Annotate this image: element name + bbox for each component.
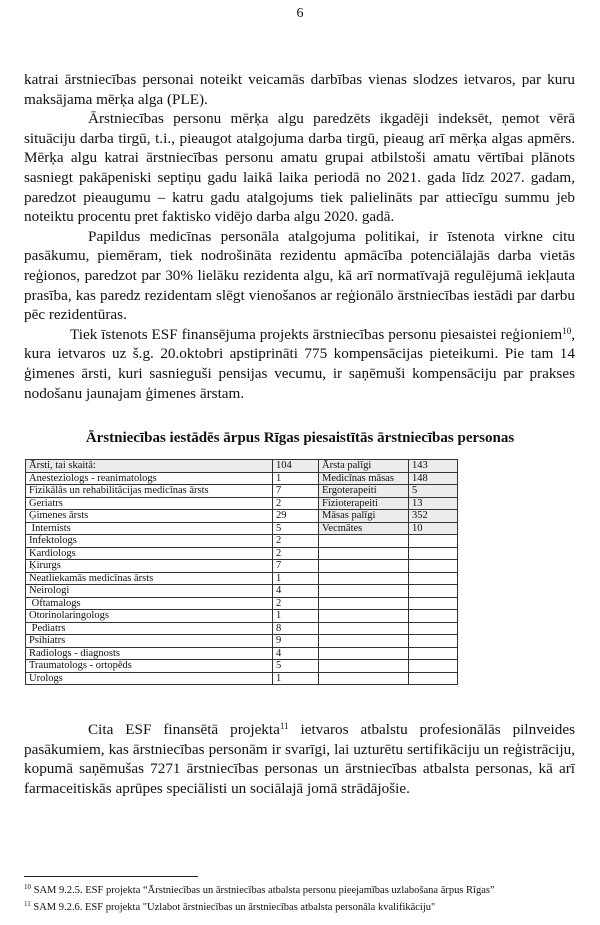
support-staff-label: Māsas palīgi [319, 510, 409, 523]
support-staff-label: Ergoterapeiti [319, 485, 409, 498]
table-row [26, 497, 458, 510]
staff-label: Neirologi [26, 585, 273, 598]
footnote-ref[interactable]: 11 [279, 721, 289, 731]
staff-count: 2 [273, 597, 319, 610]
table-row [26, 672, 458, 685]
table-row [26, 460, 458, 473]
staff-count: 1 [273, 672, 319, 685]
staff-count: 2 [273, 497, 319, 510]
staff-count: 5 [273, 660, 319, 673]
body-text-top [24, 70, 575, 403]
support-staff-count [409, 560, 458, 573]
support-staff-label: Ārsta palīgi [319, 460, 409, 473]
staff-label: Kardiologs [26, 547, 273, 560]
staff-label: Fizikālās un rehabilitācijas medicīnas ārsts [26, 485, 273, 498]
support-staff-count [409, 635, 458, 648]
support-staff-label: Medicīnas māsas [319, 472, 409, 485]
support-staff-count [409, 647, 458, 660]
staff-label: Psihiatrs [26, 635, 273, 648]
staff-label: Oftamalogs [26, 597, 273, 610]
table-row [26, 560, 458, 573]
staff-count: 7 [273, 560, 319, 573]
support-staff-count [409, 660, 458, 673]
table-row [26, 610, 458, 623]
paragraph: Papildus medicīnas personāla atalgojuma politikai, ir īstenota virkne citu pasākumu, piemēram, tiek nodrošināta rezidentu apmācība potenciālajās darba vietās reģionos, paredzot par 30% lielāku rezidenta algu, kā arī normatīvajā regulējumā iekļauta prasība, kas paredz rezidentam slēgt vienošanos ar reģionālo ārstniecības iestādi par darbu pēc rezidentūras. [24, 227, 575, 324]
paragraph: katrai ārstniecības personai noteikt veicamās darbības vienas slodzes ietvaros, par kuru maksājama mērķa alga (PLE). [24, 71, 575, 108]
footnote-number: 10 [24, 883, 31, 891]
support-staff-count: 352 [409, 510, 458, 523]
staff-label: Ķirurgs [26, 560, 273, 573]
staff-table [25, 459, 458, 685]
staff-label: Infektologs [26, 535, 273, 548]
support-staff-label [319, 610, 409, 623]
support-staff-count [409, 572, 458, 585]
footnote-text: SAM 9.2.6. ESF projekta "Uzlabot ārstniecības un ārstniecības atbalsta personāla kvalifikāciju" [30, 902, 436, 913]
table-row [26, 647, 458, 660]
table-row [26, 585, 458, 598]
support-staff-count [409, 547, 458, 560]
paragraph: Ārstniecības personu mērķa algu paredzēts ikgadēji indeksēt, ņemot vērā situāciju darba tirgū, t.i., pieaugot atalgojuma darba tirgū, pieaug arī mērķa algas apmērs. Mērķa algu katrai ārstniecības personu amatu grupai atbilstoši amatu vērtībai plānots sasniegt pakāpeniski septiņu gadu laikā laika periodā no 2021. gada līdz 2027. gadam, paredzot pieaugumu – katru gadu atalgojums tiek palielināts par attiecīgu summu jeb noteiktu procentu pret faktisko vidējo darba algu 2020. gadā. [24, 110, 575, 226]
paragraph [24, 720, 575, 798]
support-staff-label [319, 622, 409, 635]
staff-count: 104 [273, 460, 319, 473]
footnotes [24, 882, 584, 916]
support-staff-label [319, 560, 409, 573]
table-row [26, 660, 458, 673]
table-row [26, 622, 458, 635]
table-row [26, 522, 458, 535]
support-staff-count: 5 [409, 485, 458, 498]
staff-count: 29 [273, 510, 319, 523]
paragraph-text: ietvaros atbalstu profesionālās pilnveides pasākumiem, kas ārstniecības personām ir svarīgi, lai uzturētu sertifikāciju un reģistrāciju, kopumā saņēmušas 7271 ārstniecības personas un ārstniecības atbalsta personas, kā arī farmaceitiskās aprūpes speciālisti un sociālajā jomā strādājošie. [24, 721, 576, 797]
footnote [24, 882, 584, 899]
staff-label: Traumatologs - ortopēds [26, 660, 273, 673]
staff-count: 7 [273, 485, 319, 498]
staff-count: 1 [273, 472, 319, 485]
support-staff-count: 143 [409, 460, 458, 473]
support-staff-count: 13 [409, 497, 458, 510]
table-row [26, 485, 458, 498]
support-staff-label [319, 572, 409, 585]
paragraph-text: Cita ESF finansētā projekta [88, 721, 280, 738]
footnote [24, 899, 584, 916]
table-row [26, 635, 458, 648]
table-row [26, 597, 458, 610]
support-staff-label [319, 635, 409, 648]
table-row [26, 510, 458, 523]
footnote-number: 11 [24, 900, 31, 908]
support-staff-label [319, 597, 409, 610]
page-number: 6 [296, 6, 304, 21]
staff-label: Pediatrs [26, 622, 273, 635]
staff-count: 4 [273, 585, 319, 598]
footnote-ref[interactable]: 10 [562, 325, 572, 336]
table-row [26, 535, 458, 548]
staff-label: Neatliekamās medicīnas ārsts [26, 572, 273, 585]
support-staff-count [409, 672, 458, 685]
staff-count: 1 [273, 572, 319, 585]
staff-label: Otorinolaringologs [26, 610, 273, 623]
staff-count: 1 [273, 610, 319, 623]
support-staff-count: 148 [409, 472, 458, 485]
table-row [26, 472, 458, 485]
staff-count: 5 [273, 522, 319, 535]
support-staff-label: Fizioterapeiti [319, 497, 409, 510]
staff-label: Radiologs - diagnosts [26, 647, 273, 660]
support-staff-label [319, 672, 409, 685]
support-staff-count [409, 585, 458, 598]
footnote-separator [24, 876, 198, 877]
body-text-bottom [24, 720, 575, 798]
staff-count: 4 [273, 647, 319, 660]
support-staff-label [319, 660, 409, 673]
table-title: Ārstniecības iestādēs ārpus Rīgas piesaistītās ārstniecības personas [85, 430, 515, 446]
support-staff-label [319, 547, 409, 560]
support-staff-label: Vecmātes [319, 522, 409, 535]
support-staff-count [409, 610, 458, 623]
staff-label: Internists [26, 522, 273, 535]
footnote-text: SAM 9.2.5. ESF projekta “Ārstniecības un ārstniecības atbalsta personu pieejamības uzlabošana ārpus Rīgas” [31, 885, 495, 896]
staff-label: Ārsti, tai skaitā: [26, 460, 273, 473]
paragraph-text: , kura ietvaros uz š.g. 20.oktobri apstiprināti 775 kompensācijas pieteikumi. Pie tam 14 ģimenes ārsti, kuri sasnieguši pensijas vecumu, ir saņēmuši kompensāciju par prakses nodošanu jaunajam ģimenes ārstam. [24, 325, 575, 402]
support-staff-label [319, 585, 409, 598]
table-row [26, 572, 458, 585]
support-staff-count [409, 622, 458, 635]
staff-count: 2 [273, 535, 319, 548]
support-staff-count [409, 597, 458, 610]
staff-count: 9 [273, 635, 319, 648]
support-staff-count [409, 535, 458, 548]
paragraph-text: Tiek īstenots ESF finansējuma projekts ārstniecības personu piesaistei reģioniem [70, 325, 563, 343]
support-staff-label [319, 647, 409, 660]
staff-count: 8 [273, 622, 319, 635]
staff-count: 2 [273, 547, 319, 560]
paragraph [24, 325, 575, 403]
staff-label: Ģimenes ārsts [26, 510, 273, 523]
staff-label: Geriatrs [26, 497, 273, 510]
staff-label: Urologs [26, 672, 273, 685]
support-staff-label [319, 535, 409, 548]
support-staff-count: 10 [409, 522, 458, 535]
staff-label: Anesteziologs - reanimatologs [26, 472, 273, 485]
table-row [26, 547, 458, 560]
